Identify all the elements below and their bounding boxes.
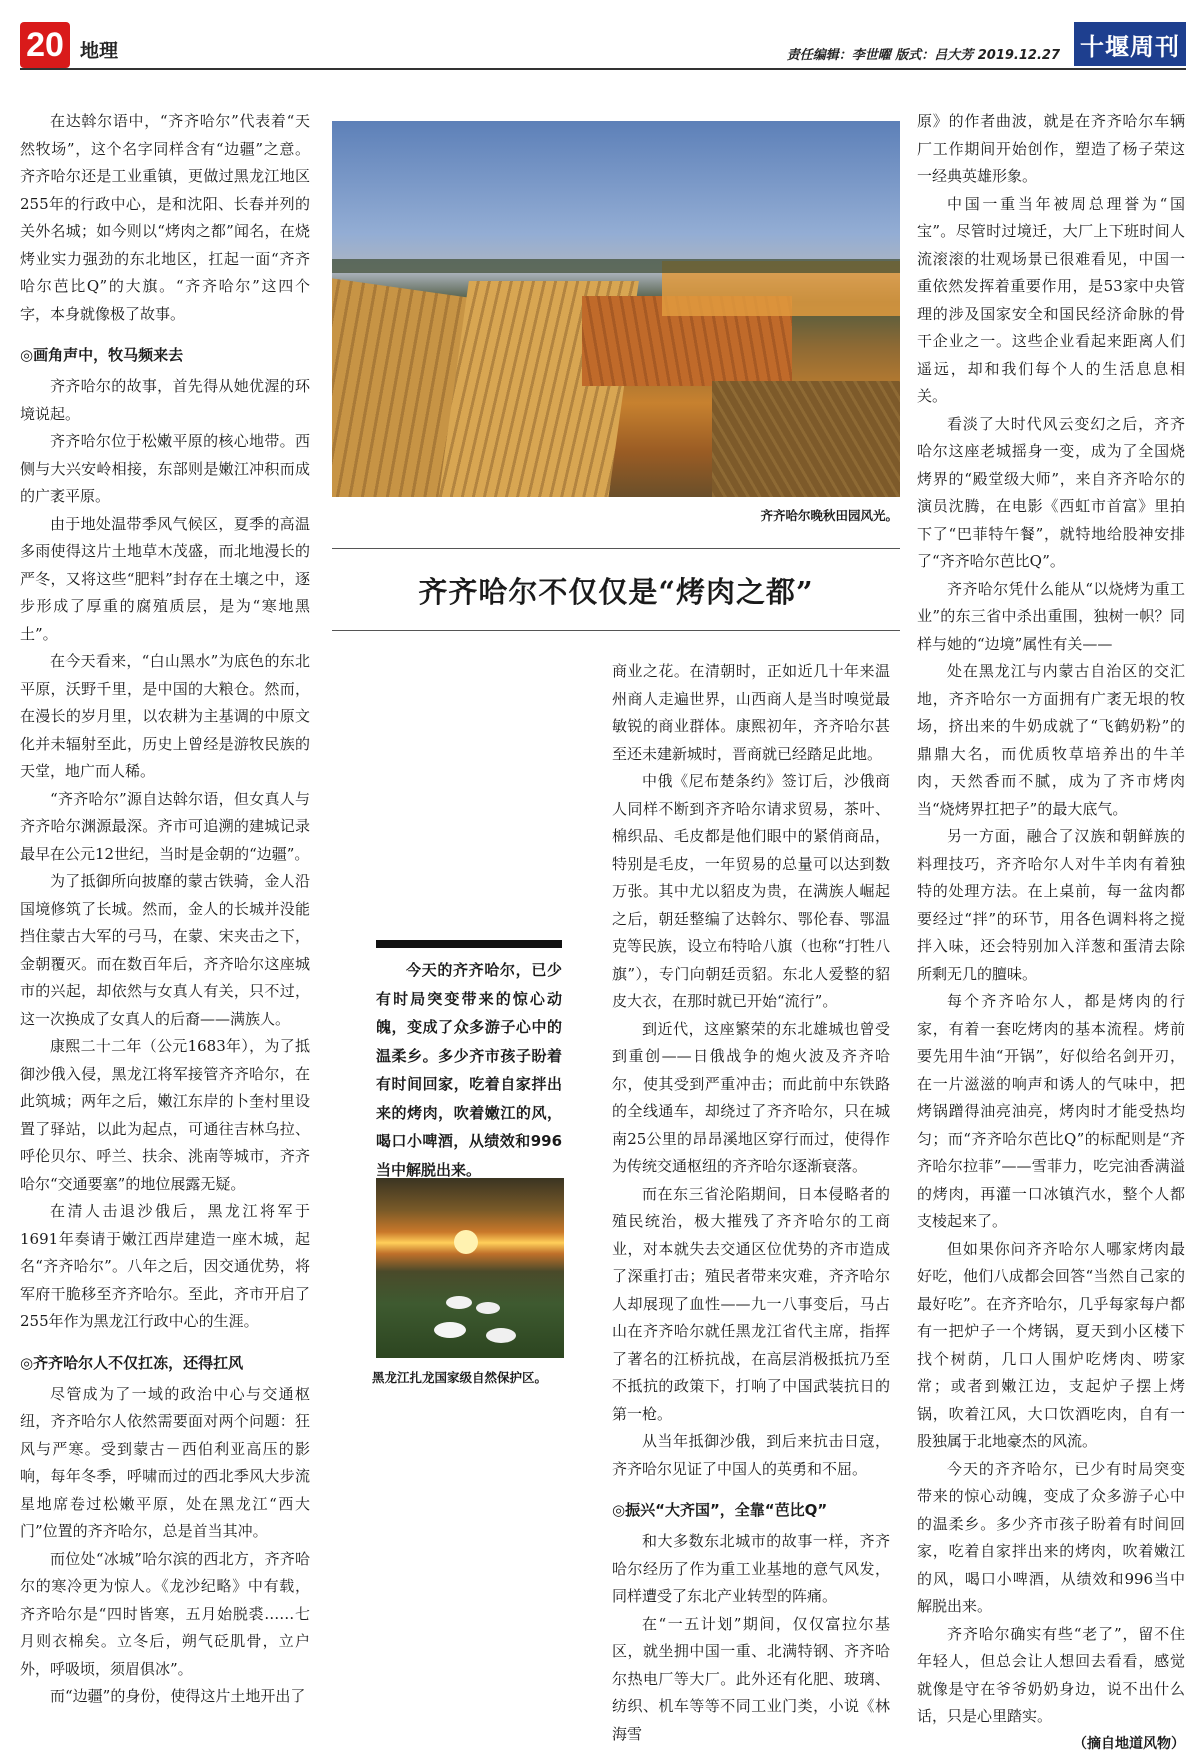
paragraph: 齐齐哈尔凭什么能从“以烧烤为重工业”的东三省中杀出重围，独树一帜？同样与她的“边境”属性有关——	[917, 576, 1185, 659]
masthead-logo: 十堰周刊	[1074, 22, 1186, 66]
paragraph: 中国一重当年被周总理誉为“国宝”。尽管时过境迁，大厂上下班时间人流滚滚的壮观场景已很难看见，中国一重依然发挥着重要作用，是53家中央管理的涉及国家安全和国民经济命脉的骨干企业之一。这些企业看起来距离人们遥远，却和我们每个人的生活息息相关。	[917, 191, 1185, 411]
paragraph: 处在黑龙江与内蒙古自治区的交汇地，齐齐哈尔一方面拥有广袤无垠的牧场，挤出来的牛奶成就了“飞鹤奶粉”的鼎鼎大名，而优质牧草培养出的牛羊肉，天然香而不腻，成为了齐市烤肉当“烧烤界扛把子”的最大底气。	[917, 658, 1185, 823]
paragraph: 康熙二十二年（公元1683年），为了抵御沙俄入侵，黑龙江将军接管齐齐哈尔，在此筑城；两年之后，嫩江东岸的卜奎村里设置了驿站，以此为起点，可通往吉林乌拉、呼伦贝尔、呼兰、扶余、洮南等城市，齐齐哈尔“交通要塞”的地位展露无疑。	[20, 1033, 310, 1198]
paragraph: 而位处“冰城”哈尔滨的西北方，齐齐哈尔的寒冷更为惊人。《龙沙纪略》中有载，齐齐哈尔是“四时皆寒，五月始脱裘……七月则衣棉矣。立冬后，朔气砭肌骨，立户外，呼吸顷，须眉俱冰”。	[20, 1546, 310, 1684]
article-column-1	[20, 108, 310, 1711]
article-title: 齐齐哈尔不仅仅是“烤肉之都”	[332, 570, 900, 611]
paragraph: 原》的作者曲波，就是在齐齐哈尔车辆厂工作期间开始创作，塑造了杨子荣这一经典英雄形象。	[917, 108, 1185, 191]
section-heading: ◎振兴“大齐国”，全靠“芭比Q”	[612, 1497, 890, 1524]
paragraph: 另一方面，融合了汉族和朝鲜族的料理技巧，齐齐哈尔人对牛羊肉有着独特的处理方法。在上桌前，每一盆肉都要经过“拌”的环节，用各色调料将之搅拌入味，还会特别加入洋葱和蛋清去除所剩无几的膻味。	[917, 823, 1185, 988]
headline-rule-bottom	[332, 630, 900, 631]
paragraph: 在“一五计划”期间，仅仅富拉尔基区，就坐拥中国一重、北满特钢、齐齐哈尔热电厂等大厂。此外还有化肥、玻璃、纺织、机车等等不同工业门类，小说《林海雪	[612, 1611, 890, 1749]
paragraph: 而“边疆”的身份，使得这片土地开出了	[20, 1683, 310, 1711]
paragraph: “齐齐哈尔”源自达斡尔语，但女真人与齐齐哈尔渊源最深。齐市可追溯的建城记录最早在公元12世纪，当时是金朝的“边疆”。	[20, 786, 310, 869]
pullquote-bar	[376, 940, 562, 948]
article-column-2	[612, 658, 890, 1748]
paragraph: 由于地处温带季风气候区，夏季的高温多雨使得这片土地草木茂盛，而北地漫长的严冬，又将这些“肥料”封存在土壤之中，逐步形成了厚重的腐殖质层，是为“寒地黑土”。	[20, 511, 310, 649]
paragraph: 到近代，这座繁荣的东北雄城也曾受到重创——日俄战争的炮火波及齐齐哈尔，使其受到严重冲击；而此前中东铁路的全线通车，却绕过了齐齐哈尔，只在城南25公里的昂昂溪地区穿行而过，使得作为传统交通枢纽的齐齐哈尔逐渐衰落。	[612, 1016, 890, 1181]
pullquote: 今天的齐齐哈尔，已少有时局突变带来的惊心动魄，变成了众多游子心中的温柔乡。多少齐市孩子盼着有时间回家，吃着自家拌出来的烤肉，吹着嫩江的风，喝口小啤酒，从绩效和996当中解脱出来。	[376, 956, 562, 1184]
section-heading: ◎画角声中，牧马频来去	[20, 342, 310, 369]
paragraph: 每个齐齐哈尔人，都是烤肉的行家，有着一套吃烤肉的基本流程。烤前要先用牛油“开锅”，好似给名剑开刃，在一片滋滋的响声和诱人的气味中，把烤锅蹭得油亮油亮，烤肉时才能受热均匀；而“齐齐哈尔芭比Q”的标配则是“齐齐哈尔拉菲”——雪菲力，吃完油香满溢的烤肉，再灌一口冰镇汽水，整个人都支棱起来了。	[917, 988, 1185, 1236]
header-rule	[20, 68, 1186, 70]
headline-rule-top	[332, 548, 900, 549]
paragraph: 和大多数东北城市的故事一样，齐齐哈尔经历了作为重工业基地的意气风发，同样遭受了东北产业转型的阵痛。	[612, 1528, 890, 1611]
article-column-3	[917, 108, 1185, 1758]
paragraph: 今天的齐齐哈尔，已少有时局突变带来的惊心动魄，变成了众多游子心中的温柔乡。多少齐市孩子盼着有时间回家，吃着自家拌出来的烤肉，吹着嫩江的风，喝口小啤酒，从绩效和996当中解脱出来。	[917, 1456, 1185, 1621]
paragraph: 尽管成为了一域的政治中心与交通枢纽，齐齐哈尔人依然需要面对两个问题：狂风与严寒。受到蒙古－西伯利亚高压的影响，每年冬季，呼啸而过的西北季风大步流星地席卷过松嫩平原，处在黑龙江“西大门”位置的齐齐哈尔，总是首当其冲。	[20, 1381, 310, 1546]
photo-caption-zhalong: 黑龙江扎龙国家级自然保护区。	[372, 1368, 572, 1386]
paragraph: 从当年抵御沙俄，到后来抗击日寇，齐齐哈尔见证了中国人的英勇和不屈。	[612, 1428, 890, 1483]
paragraph: 为了抵御所向披靡的蒙古铁骑，金人沿国境修筑了长城。然而，金人的长城并没能挡住蒙古大军的弓马，在蒙、宋夹击之下，金朝覆灭。而在数百年后，齐齐哈尔这座城市的兴起，却依然与女真人有关，只不过，这一次换成了女真人的后裔——满族人。	[20, 868, 310, 1033]
paragraph: 在今天看来，“白山黑水”为底色的东北平原，沃野千里，是中国的大粮仓。然而，在漫长的岁月里，以农耕为主基调的中原文化并未辐射至此，历史上曾经是游牧民族的天堂，地广而人稀。	[20, 648, 310, 786]
paragraph: 在达斡尔语中，“齐齐哈尔”代表着“天然牧场”，这个名字同样含有“边疆”之意。齐齐哈尔还是工业重镇，更做过黑龙江地区255年的行政中心，是和沈阳、长春并列的关外名城；如今则以“烤肉之都”闻名，在烧烤业实力强劲的东北地区，扛起一面“齐齐哈尔芭比Q”的大旗。“齐齐哈尔”这四个字，本身就像极了故事。	[20, 108, 310, 328]
page-number: 20	[20, 22, 70, 68]
photo-caption-farmland: 齐齐哈尔晚秋田园风光。	[332, 506, 898, 524]
editor-credits: 责任编辑：李世曜 版式：吕大芳 2019.12.27	[787, 44, 1060, 63]
section-heading: ◎齐齐哈尔人不仅扛冻，还得扛风	[20, 1350, 310, 1377]
farmland-photo	[332, 121, 900, 497]
paragraph: 齐齐哈尔的故事，首先得从她优渥的环境说起。	[20, 373, 310, 428]
paragraph: 中俄《尼布楚条约》签订后，沙俄商人同样不断到齐齐哈尔请求贸易，茶叶、棉织品、毛皮都是他们眼中的紧俏商品，特别是毛皮，一年贸易的总量可以达到数万张。其中尤以貂皮为贵，在满族人崛起之后，朝廷整编了达斡尔、鄂伦春、鄂温克等民族，设立布特哈八旗（也称“打牲八旗”），专门向朝廷贡貂。东北人爱整的貂皮大衣，在那时就已开始“流行”。	[612, 768, 890, 1016]
article-source: （摘自地道风物）	[917, 1731, 1185, 1758]
paragraph: 而在东三省沦陷期间，日本侵略者的殖民统治，极大摧残了齐齐哈尔的工商业，对本就失去交通区位优势的齐市造成了深重打击；殖民者带来灾难，齐齐哈尔人却展现了血性——九一八事变后，马占山在齐齐哈尔就任黑龙江省代主席，指挥了著名的江桥抗战，在高层消极抵抗乃至不抵抗的政策下，打响了中国武装抗日的第一枪。	[612, 1181, 890, 1429]
section-name: 地理	[80, 36, 118, 63]
paragraph: 齐齐哈尔确实有些“老了”，留不住年轻人，但总会让人想回去看看，感觉就像是守在爷爷奶奶身边，说不出什么话，只是心里踏实。	[917, 1621, 1185, 1731]
paragraph: 商业之花。在清朝时，正如近几十年来温州商人走遍世界，山西商人是当时嗅觉最敏锐的商业群体。康熙初年，齐齐哈尔甚至还未建新城时，晋商就已经踏足此地。	[612, 658, 890, 768]
crane-sunset-photo	[376, 1178, 564, 1358]
paragraph: 在清人击退沙俄后，黑龙江将军于1691年奏请于嫩江西岸建造一座木城，起名“齐齐哈尔”。八年之后，因交通优势，将军府干脆移至齐齐哈尔。至此，齐市开启了255年作为黑龙江行政中心的生涯。	[20, 1198, 310, 1336]
paragraph: 但如果你问齐齐哈尔人哪家烤肉最好吃，他们八成都会回答“当然自己家的最好吃”。在齐齐哈尔，几乎每家每户都有一把炉子一个烤锅，夏天到小区楼下找个树荫，几口人围炉吃烤肉、唠家常；或者到嫩江边，支起炉子摆上烤锅，吹着江风，大口饮酒吃肉，自有一股独属于北地豪杰的风流。	[917, 1236, 1185, 1456]
paragraph: 齐齐哈尔位于松嫩平原的核心地带。西侧与大兴安岭相接，东部则是嫩江冲积而成的广袤平原。	[20, 428, 310, 511]
paragraph: 看淡了大时代风云变幻之后，齐齐哈尔这座老城摇身一变，成为了全国烧烤界的“殿堂级大师”，来自齐齐哈尔的演员沈腾，在电影《西虹市首富》里拍下了“巴菲特午餐”，就特地给股神安排了“齐齐哈尔芭比Q”。	[917, 411, 1185, 576]
